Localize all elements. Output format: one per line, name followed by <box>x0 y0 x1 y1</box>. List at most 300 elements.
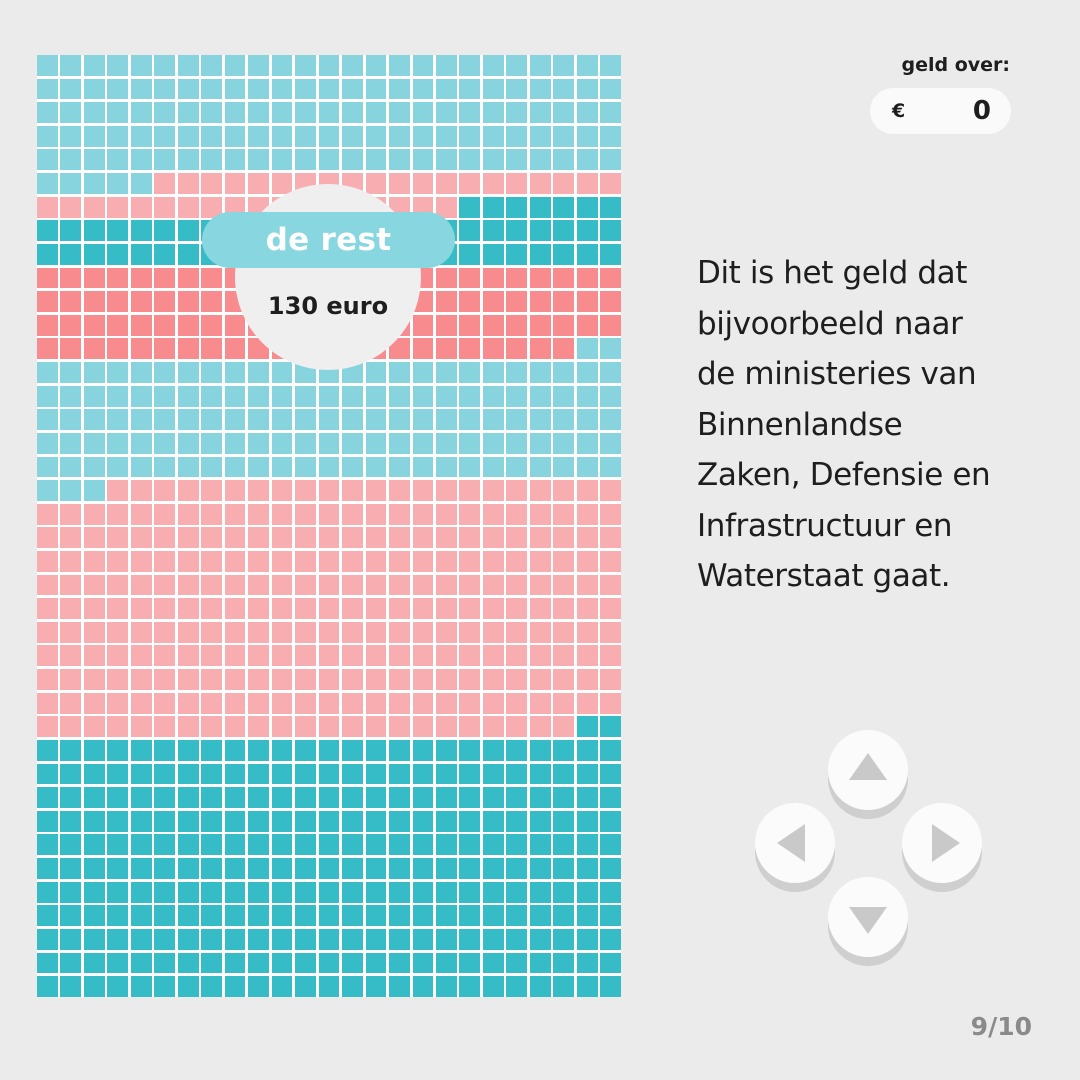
grid-cell <box>553 693 574 714</box>
grid-cell <box>389 693 410 714</box>
grid-cell <box>436 315 457 336</box>
grid-cell <box>60 362 81 383</box>
grid-cell <box>60 811 81 832</box>
grid-cell <box>389 764 410 785</box>
grid-cell <box>553 905 574 926</box>
grid-cell <box>178 929 199 950</box>
grid-cell <box>295 764 316 785</box>
grid-cell <box>178 669 199 690</box>
grid-cell <box>60 787 81 808</box>
grid-cell <box>154 953 175 974</box>
grid-cell <box>506 834 527 855</box>
grid-cell <box>483 480 504 501</box>
grid-cell <box>178 645 199 666</box>
grid-cell <box>178 79 199 100</box>
grid-cell <box>225 976 246 997</box>
grid-cell <box>436 645 457 666</box>
grid-cell <box>295 480 316 501</box>
grid-cell <box>248 149 269 170</box>
grid-cell <box>272 457 293 478</box>
grid-cell <box>459 787 480 808</box>
grid-cell <box>342 126 363 147</box>
grid-cell <box>201 575 222 596</box>
grid-cell <box>413 173 434 194</box>
grid-cell <box>178 55 199 76</box>
grid-cell <box>366 598 387 619</box>
grid-cell <box>201 457 222 478</box>
grid-cell <box>225 551 246 572</box>
grid-cell <box>319 905 340 926</box>
grid-cell <box>553 882 574 903</box>
grid-cell <box>37 575 58 596</box>
grid-cell <box>107 102 128 123</box>
grid-cell <box>413 598 434 619</box>
grid-cell <box>483 315 504 336</box>
grid-cell <box>553 622 574 643</box>
grid-cell <box>459 882 480 903</box>
grid-cell <box>577 645 598 666</box>
grid-cell <box>342 504 363 525</box>
grid-cell <box>342 457 363 478</box>
grid-cell <box>483 55 504 76</box>
grid-cell <box>459 409 480 430</box>
grid-cell <box>413 409 434 430</box>
grid-cell <box>225 102 246 123</box>
grid-cell <box>84 527 105 548</box>
grid-cell <box>483 244 504 265</box>
grid-cell <box>530 433 551 454</box>
grid-cell <box>295 527 316 548</box>
grid-cell <box>60 338 81 359</box>
grid-cell <box>506 409 527 430</box>
grid-cell <box>436 953 457 974</box>
grid-cell <box>413 645 434 666</box>
grid-cell <box>319 740 340 761</box>
grid-cell <box>319 953 340 974</box>
grid-cell <box>600 173 621 194</box>
grid-cell <box>483 764 504 785</box>
grid-cell <box>483 905 504 926</box>
grid-cell <box>154 173 175 194</box>
grid-cell <box>389 953 410 974</box>
grid-cell <box>413 433 434 454</box>
grid-cell <box>366 362 387 383</box>
grid-cell <box>178 976 199 997</box>
grid-cell <box>600 504 621 525</box>
grid-cell <box>248 764 269 785</box>
grid-cell <box>225 457 246 478</box>
grid-cell <box>319 551 340 572</box>
grid-cell <box>577 55 598 76</box>
page-indicator: 9/10 <box>970 1012 1032 1041</box>
grid-cell <box>84 764 105 785</box>
grid-cell <box>201 811 222 832</box>
grid-cell <box>506 905 527 926</box>
grid-cell <box>483 882 504 903</box>
grid-cell <box>107 268 128 289</box>
grid-cell <box>225 79 246 100</box>
grid-cell <box>248 858 269 879</box>
grid-cell <box>553 976 574 997</box>
grid-cell <box>131 197 152 218</box>
grid-cell <box>319 457 340 478</box>
grid-cell <box>319 598 340 619</box>
grid-cell <box>600 79 621 100</box>
grid-cell <box>506 787 527 808</box>
grid-cell <box>342 433 363 454</box>
grid-cell <box>459 268 480 289</box>
grid-cell <box>577 79 598 100</box>
grid-cell <box>248 551 269 572</box>
grid-cell <box>530 291 551 312</box>
grid-cell <box>530 787 551 808</box>
grid-cell <box>37 197 58 218</box>
grid-cell <box>577 220 598 241</box>
grid-cell <box>459 811 480 832</box>
grid-cell <box>577 669 598 690</box>
grid-cell <box>272 976 293 997</box>
grid-cell <box>178 622 199 643</box>
grid-cell <box>436 787 457 808</box>
grid-cell <box>389 622 410 643</box>
grid-cell <box>342 551 363 572</box>
grid-cell <box>600 149 621 170</box>
grid-cell <box>201 338 222 359</box>
grid-cell <box>201 551 222 572</box>
grid-cell <box>37 787 58 808</box>
grid-cell <box>366 905 387 926</box>
grid-cell <box>37 976 58 997</box>
grid-cell <box>506 102 527 123</box>
grid-cell <box>389 929 410 950</box>
grid-cell <box>342 55 363 76</box>
up-button[interactable] <box>828 730 908 810</box>
grid-cell <box>530 764 551 785</box>
grid-cell <box>295 551 316 572</box>
grid-cell <box>154 126 175 147</box>
grid-cell <box>295 693 316 714</box>
grid-cell <box>530 976 551 997</box>
grid-cell <box>248 409 269 430</box>
grid-cell <box>84 433 105 454</box>
grid-cell <box>366 858 387 879</box>
grid-cell <box>131 622 152 643</box>
grid-cell <box>178 575 199 596</box>
grid-cell <box>342 740 363 761</box>
grid-cell <box>248 882 269 903</box>
grid-cell <box>459 126 480 147</box>
grid-cell <box>389 504 410 525</box>
left-button[interactable] <box>755 803 835 883</box>
grid-cell <box>131 173 152 194</box>
grid-cell <box>60 291 81 312</box>
grid-cell <box>506 716 527 737</box>
grid-cell <box>506 693 527 714</box>
grid-cell <box>178 149 199 170</box>
grid-cell <box>37 55 58 76</box>
grid-cell <box>201 480 222 501</box>
grid-cell <box>107 126 128 147</box>
grid-cell <box>577 244 598 265</box>
grid-cell <box>154 905 175 926</box>
grid-cell <box>295 716 316 737</box>
grid-cell <box>201 693 222 714</box>
grid-cell <box>84 79 105 100</box>
grid-cell <box>436 693 457 714</box>
grid-cell <box>530 197 551 218</box>
grid-cell <box>389 433 410 454</box>
grid-cell <box>342 669 363 690</box>
grid-cell <box>553 173 574 194</box>
grid-cell <box>107 716 128 737</box>
grid-cell <box>295 905 316 926</box>
grid-cell <box>154 480 175 501</box>
grid-cell <box>248 905 269 926</box>
grid-cell <box>178 598 199 619</box>
grid-cell <box>553 338 574 359</box>
grid-cell <box>107 386 128 407</box>
grid-cell <box>201 645 222 666</box>
grid-cell <box>506 126 527 147</box>
grid-cell <box>600 740 621 761</box>
grid-cell <box>459 551 480 572</box>
grid-cell <box>84 645 105 666</box>
grid-cell <box>37 386 58 407</box>
grid-cell <box>366 740 387 761</box>
grid-cell <box>60 55 81 76</box>
grid-cell <box>272 693 293 714</box>
grid-cell <box>107 740 128 761</box>
grid-cell <box>37 905 58 926</box>
grid-cell <box>413 905 434 926</box>
grid-cell <box>389 787 410 808</box>
grid-cell <box>319 882 340 903</box>
grid-cell <box>37 858 58 879</box>
grid-cell <box>389 976 410 997</box>
grid-cell <box>366 787 387 808</box>
grid-cell <box>84 220 105 241</box>
grid-cell <box>483 929 504 950</box>
grid-cell <box>178 362 199 383</box>
grid-cell <box>37 149 58 170</box>
grid-cell <box>248 811 269 832</box>
grid-cell <box>600 787 621 808</box>
grid-cell <box>413 787 434 808</box>
grid-cell <box>530 551 551 572</box>
grid-cell <box>37 882 58 903</box>
grid-cell <box>436 338 457 359</box>
grid-cell <box>295 575 316 596</box>
grid-cell <box>131 882 152 903</box>
grid-cell <box>295 882 316 903</box>
grid-cell <box>295 504 316 525</box>
grid-cell <box>506 645 527 666</box>
grid-cell <box>178 457 199 478</box>
grid-cell <box>483 433 504 454</box>
grid-cell <box>178 834 199 855</box>
grid-cell <box>201 976 222 997</box>
grid-cell <box>107 457 128 478</box>
grid-cell <box>131 504 152 525</box>
grid-cell <box>459 622 480 643</box>
grid-cell <box>248 55 269 76</box>
grid-cell <box>577 575 598 596</box>
grid-cell <box>342 929 363 950</box>
grid-cell <box>553 268 574 289</box>
grid-cell <box>131 598 152 619</box>
grid-cell <box>248 433 269 454</box>
grid-cell <box>577 976 598 997</box>
down-button[interactable] <box>828 877 908 957</box>
grid-cell <box>107 834 128 855</box>
grid-cell <box>154 834 175 855</box>
grid-cell <box>154 882 175 903</box>
grid-cell <box>154 457 175 478</box>
grid-cell <box>225 480 246 501</box>
grid-cell <box>154 55 175 76</box>
grid-cell <box>201 787 222 808</box>
grid-cell <box>201 740 222 761</box>
grid-cell <box>272 716 293 737</box>
grid-cell <box>107 338 128 359</box>
grid-cell <box>248 126 269 147</box>
grid-cell <box>319 149 340 170</box>
grid-cell <box>272 551 293 572</box>
grid-cell <box>107 79 128 100</box>
grid-cell <box>389 882 410 903</box>
grid-cell <box>248 527 269 548</box>
grid-cell <box>389 834 410 855</box>
grid-cell <box>201 386 222 407</box>
grid-cell <box>84 598 105 619</box>
grid-cell <box>389 716 410 737</box>
grid-cell <box>553 433 574 454</box>
grid-cell <box>577 764 598 785</box>
grid-cell <box>436 575 457 596</box>
grid-cell <box>530 79 551 100</box>
grid-cell <box>272 575 293 596</box>
grid-cell <box>413 362 434 383</box>
grid-cell <box>84 693 105 714</box>
grid-cell <box>201 315 222 336</box>
grid-cell <box>342 149 363 170</box>
grid-cell <box>225 811 246 832</box>
grid-cell <box>60 527 81 548</box>
grid-cell <box>178 197 199 218</box>
grid-cell <box>319 409 340 430</box>
grid-cell <box>60 645 81 666</box>
grid-cell <box>272 929 293 950</box>
grid-cell <box>225 504 246 525</box>
grid-cell <box>600 268 621 289</box>
grid-cell <box>37 953 58 974</box>
grid-cell <box>600 882 621 903</box>
grid-cell <box>366 480 387 501</box>
grid-cell <box>131 905 152 926</box>
grid-cell <box>225 693 246 714</box>
grid-cell <box>178 315 199 336</box>
explanation-text: Dit is het geld dat bijvoorbeeld naar de ministeries van Binnenlandse Zaken, Defensie en Infrastructuur en Waterstaat gaat. <box>697 255 991 594</box>
grid-cell <box>506 622 527 643</box>
grid-cell <box>272 645 293 666</box>
grid-cell <box>366 953 387 974</box>
grid-cell <box>60 764 81 785</box>
grid-cell <box>342 693 363 714</box>
grid-cell <box>295 787 316 808</box>
grid-cell <box>84 787 105 808</box>
grid-cell <box>483 173 504 194</box>
grid-cell <box>483 291 504 312</box>
grid-cell <box>366 433 387 454</box>
grid-cell <box>483 858 504 879</box>
grid-cell <box>342 787 363 808</box>
grid-cell <box>600 480 621 501</box>
grid-cell <box>84 905 105 926</box>
grid-cell <box>178 173 199 194</box>
grid-cell <box>272 79 293 100</box>
grid-cell <box>530 858 551 879</box>
grid-cell <box>319 764 340 785</box>
grid-cell <box>366 79 387 100</box>
grid-cell <box>154 386 175 407</box>
grid-cell <box>600 811 621 832</box>
grid-cell <box>295 55 316 76</box>
grid-cell <box>37 622 58 643</box>
grid-cell <box>131 858 152 879</box>
grid-cell <box>436 929 457 950</box>
grid-cell <box>600 622 621 643</box>
grid-cell <box>201 79 222 100</box>
grid-cell <box>131 457 152 478</box>
grid-cell <box>436 409 457 430</box>
grid-cell <box>506 598 527 619</box>
grid-cell <box>154 197 175 218</box>
grid-cell <box>530 386 551 407</box>
grid-cell <box>553 244 574 265</box>
grid-cell <box>600 551 621 572</box>
grid-cell <box>436 669 457 690</box>
grid-cell <box>201 622 222 643</box>
right-button[interactable] <box>902 803 982 883</box>
grid-cell <box>272 858 293 879</box>
grid-cell <box>248 102 269 123</box>
grid-cell <box>366 551 387 572</box>
grid-cell <box>413 669 434 690</box>
grid-cell <box>483 834 504 855</box>
grid-cell <box>600 858 621 879</box>
grid-cell <box>553 551 574 572</box>
grid-cell <box>342 976 363 997</box>
grid-cell <box>295 409 316 430</box>
grid-cell <box>459 173 480 194</box>
grid-cell <box>530 905 551 926</box>
grid-cell <box>178 409 199 430</box>
grid-cell <box>84 953 105 974</box>
grid-cell <box>131 55 152 76</box>
grid-cell <box>459 504 480 525</box>
grid-cell <box>154 362 175 383</box>
grid-cell <box>366 622 387 643</box>
grid-cell <box>600 197 621 218</box>
grid-cell <box>459 197 480 218</box>
grid-cell <box>577 598 598 619</box>
grid-cell <box>600 527 621 548</box>
grid-cell <box>600 929 621 950</box>
grid-cell <box>154 575 175 596</box>
grid-cell <box>506 527 527 548</box>
grid-cell <box>436 480 457 501</box>
grid-cell <box>436 433 457 454</box>
